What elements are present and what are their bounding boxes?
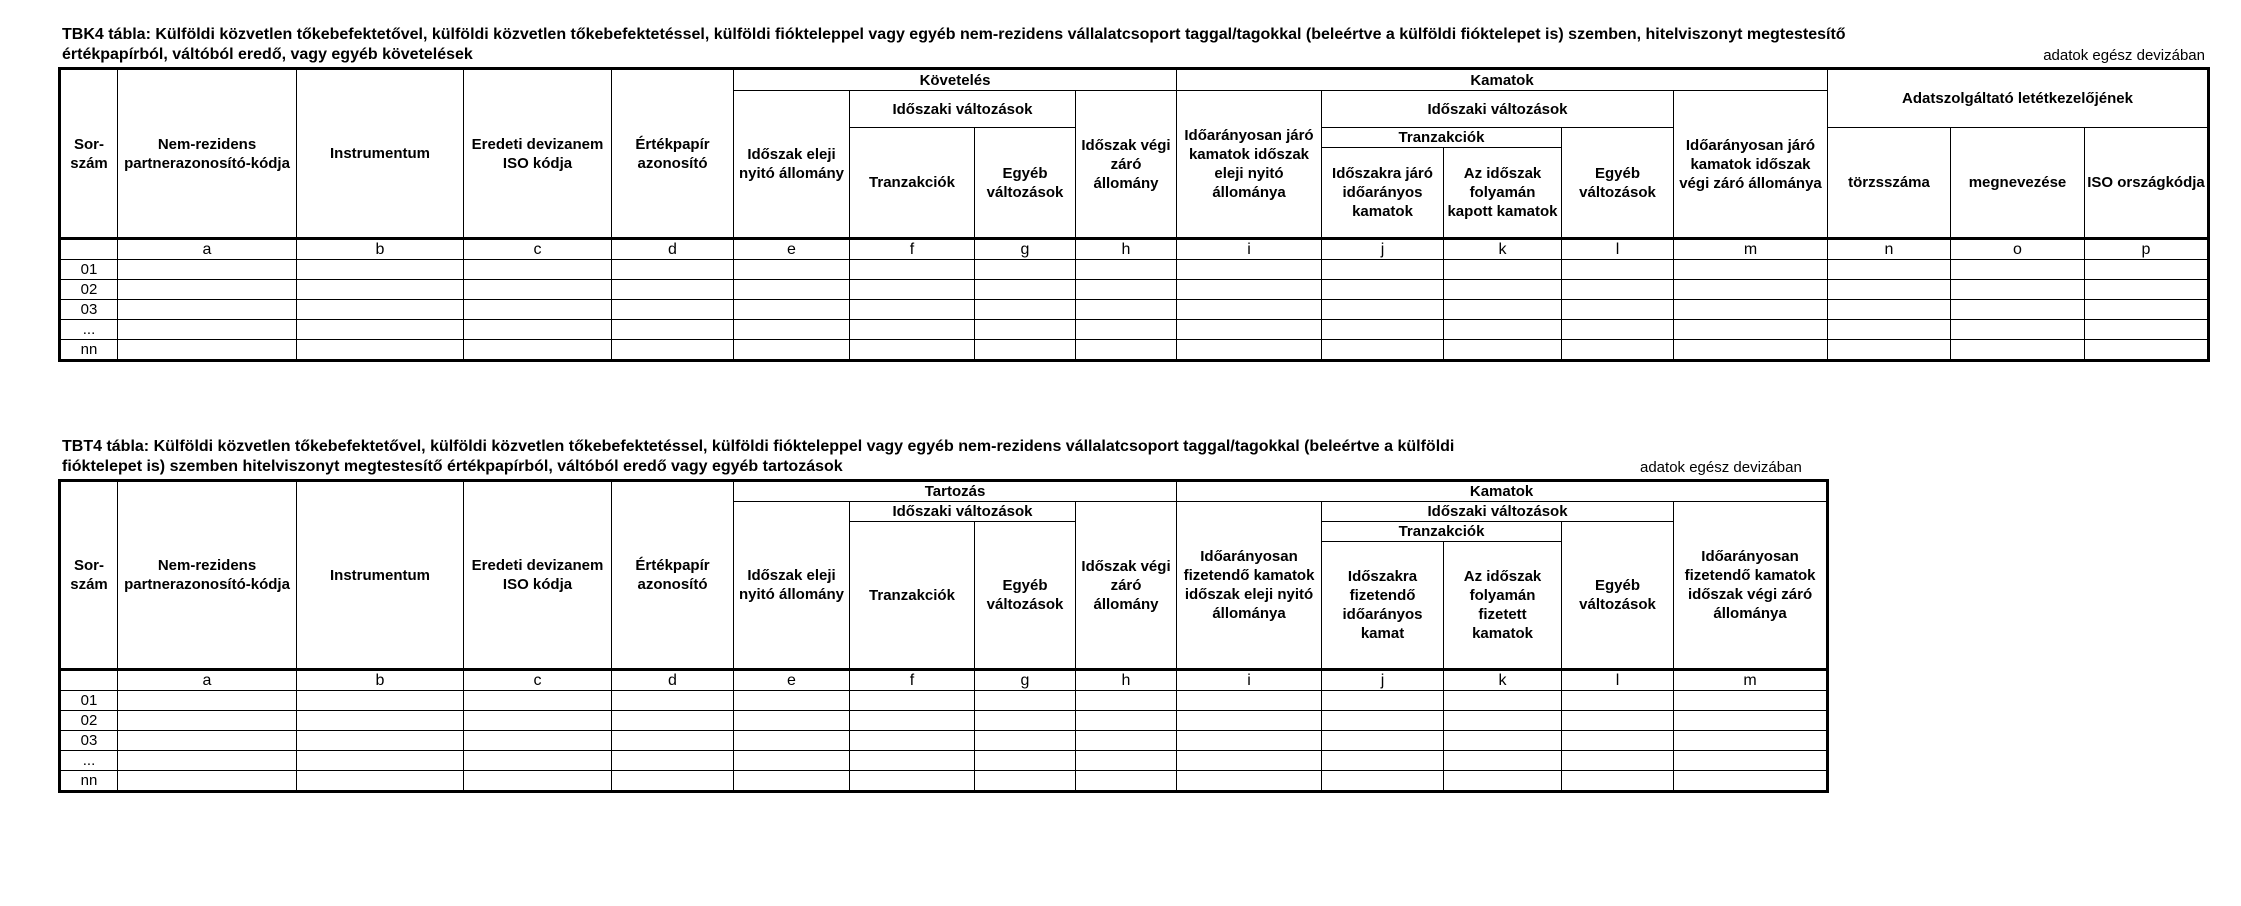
tbt4-header-partner: Nem-rezidens partnerazonosító-kódja — [118, 481, 297, 670]
tbk4-cell[interactable] — [118, 340, 297, 361]
tbt4-letter-empty — [60, 670, 118, 691]
tbk4-col-letter: o — [1951, 239, 2085, 260]
tbk4-header-adatszolgaltato: Adatszolgáltató letétkezelőjének — [1828, 69, 2209, 128]
tbk4-cell[interactable] — [464, 280, 612, 300]
tbt4-header-egyeb: Egyéb változások — [975, 522, 1076, 670]
tbt4-cell[interactable] — [297, 771, 464, 792]
tbk4-cell[interactable] — [1562, 320, 1674, 340]
tbt4-table-row — [60, 771, 1828, 792]
tbk4-col-letter: m — [1674, 239, 1828, 260]
tbt4-cell[interactable] — [1444, 691, 1562, 711]
tbt4-cell[interactable] — [1562, 731, 1674, 751]
tbk4-header-egyeb: Egyéb változások — [975, 128, 1076, 239]
tbt4-table-row — [60, 731, 1828, 751]
tbk4-cell[interactable] — [464, 340, 612, 361]
tbt4-cell[interactable] — [734, 691, 850, 711]
tbk4-col-letter: p — [2085, 239, 2209, 260]
tbk4-col-letter: j — [1322, 239, 1444, 260]
tbk4-cell[interactable] — [734, 300, 850, 320]
tbt4-cell[interactable] — [1674, 731, 1828, 751]
tbk4-cell[interactable] — [975, 260, 1076, 280]
tbk4-header-koveteles: Követelés — [734, 69, 1177, 91]
tbk4-col-letter: e — [734, 239, 850, 260]
tbk4-header-partner: Nem-rezidens partnerazonosító-kódja — [118, 69, 297, 239]
tbk4-col-letter: i — [1177, 239, 1322, 260]
tbt4-cell[interactable] — [1076, 731, 1177, 751]
tbt4-cell[interactable] — [1444, 711, 1562, 731]
tbt4-col-letter: l — [1562, 670, 1674, 691]
tbt4-cell[interactable] — [1177, 711, 1322, 731]
tbk4-cell[interactable] — [1322, 300, 1444, 320]
tbk4-cell[interactable] — [297, 280, 464, 300]
tbt4-cell[interactable] — [1562, 771, 1674, 792]
tbk4-cell[interactable] — [1444, 280, 1562, 300]
tbt4-header-idoszakra-fizetendo: Időszakra fizetendő időarányos kamat — [1322, 542, 1444, 670]
tbt4-cell[interactable] — [297, 731, 464, 751]
tbk4-cell[interactable] — [1951, 280, 2085, 300]
tbk4-col-letter: b — [297, 239, 464, 260]
tbt4-cell[interactable] — [975, 711, 1076, 731]
tbt4-cell[interactable] — [1562, 751, 1674, 771]
tbk4-cell[interactable] — [2085, 340, 2209, 361]
tbt4-row-number: nn — [60, 771, 118, 792]
tbk4-cell[interactable] — [1322, 320, 1444, 340]
tbk4-cell[interactable] — [1828, 340, 1951, 361]
tbk4-cell[interactable] — [1951, 260, 2085, 280]
tbt4-cell[interactable] — [297, 711, 464, 731]
tbk4-cell[interactable] — [1444, 340, 1562, 361]
tbt4-cell[interactable] — [464, 691, 612, 711]
tbt4-cell[interactable] — [1674, 751, 1828, 771]
tbt4-header-tartozas: Tartozás — [734, 481, 1177, 502]
tbk4-row-number: 03 — [60, 300, 118, 320]
tbk4-header-nyito: Időszak eleji nyitó állomány — [734, 91, 850, 239]
tbt4-table-row — [60, 751, 1828, 771]
tbk4-cell[interactable] — [1177, 280, 1322, 300]
tbt4-col-letter: m — [1674, 670, 1828, 691]
tbt4-header-kamat-nyito: Időarányosan fizetendő kamatok időszak eleji nyitó állománya — [1177, 502, 1322, 670]
tbk4-header-idoszaki-valtozasok: Időszaki változások — [850, 91, 1076, 128]
tbk4-cell[interactable] — [1177, 300, 1322, 320]
tbk4-row-number: nn — [60, 340, 118, 361]
tbt4-header-fizetett: Az időszak folyamán fizetett kamatok — [1444, 542, 1562, 670]
tbk4-table — [58, 67, 2210, 362]
tbt4-cell[interactable] — [1322, 711, 1444, 731]
tbk4-cell[interactable] — [1076, 320, 1177, 340]
tbk4-cell[interactable] — [1076, 280, 1177, 300]
tbk4-cell[interactable] — [1076, 260, 1177, 280]
tbk4-cell[interactable] — [1562, 260, 1674, 280]
tbk4-col-letter: a — [118, 239, 297, 260]
tbt4-table — [58, 479, 1829, 793]
tbt4-cell[interactable] — [850, 731, 975, 751]
tbt4-cell[interactable] — [1562, 691, 1674, 711]
tbt4-cell[interactable] — [118, 731, 297, 751]
tbk4-header-kamat-zaro: Időarányosan járó kamatok időszak végi záró állománya — [1674, 91, 1828, 239]
tbt4-cell[interactable] — [612, 771, 734, 792]
tbk4-cell[interactable] — [2085, 300, 2209, 320]
tbt4-col-letter: a — [118, 670, 297, 691]
tbt4-cell[interactable] — [850, 691, 975, 711]
tbk4-header-iso-orszag: ISO országkódja — [2085, 128, 2209, 239]
tbk4-table-row — [60, 280, 2209, 300]
tbt4-cell[interactable] — [734, 711, 850, 731]
tbk4-cell[interactable] — [2085, 260, 2209, 280]
tbk4-header-kamat-tranzakciok: Tranzakciók — [1322, 128, 1562, 148]
tbt4-table-row — [60, 711, 1828, 731]
tbt4-cell[interactable] — [118, 711, 297, 731]
tbk4-cell[interactable] — [118, 280, 297, 300]
tbt4-header-zaro: Időszak végi záró állomány — [1076, 502, 1177, 670]
tbk4-title-line2: értékpapírból, váltóból eredő, vagy egyéb követelések — [62, 46, 473, 63]
tbt4-col-letter: g — [975, 670, 1076, 691]
tbk4-cell[interactable] — [612, 260, 734, 280]
tbt4-header-nyito: Időszak eleji nyitó állomány — [734, 502, 850, 670]
tbk4-cell[interactable] — [2085, 280, 2209, 300]
tbt4-cell[interactable] — [975, 731, 1076, 751]
tbk4-cell[interactable] — [1177, 260, 1322, 280]
tbt4-cell[interactable] — [1674, 771, 1828, 792]
tbk4-col-letter: n — [1828, 239, 1951, 260]
tbk4-cell[interactable] — [1951, 340, 2085, 361]
tbk4-header-kapott: Az időszak folyamán kapott kamatok — [1444, 148, 1562, 239]
tbt4-cell[interactable] — [118, 771, 297, 792]
tbt4-cell[interactable] — [734, 771, 850, 792]
tbt4-row-number: 03 — [60, 731, 118, 751]
tbk4-cell[interactable] — [850, 300, 975, 320]
tbt4-header-kamat-egyeb: Egyéb változások — [1562, 522, 1674, 670]
tbk4-cell[interactable] — [118, 260, 297, 280]
tbk4-cell[interactable] — [1444, 320, 1562, 340]
tbk4-cell[interactable] — [612, 340, 734, 361]
tbt4-cell[interactable] — [464, 731, 612, 751]
tbt4-title-line2: fióktelepet is) szemben hitelviszonyt megtestesítő értékpapírból, váltóból eredő vagy egyéb tartozások — [62, 458, 843, 475]
tbk4-cell[interactable] — [612, 300, 734, 320]
tbk4-cell[interactable] — [850, 340, 975, 361]
tbk4-cell[interactable] — [1322, 280, 1444, 300]
tbt4-col-letter: j — [1322, 670, 1444, 691]
tbk4-cell[interactable] — [464, 320, 612, 340]
tbt4-cell[interactable] — [1076, 691, 1177, 711]
tbk4-cell[interactable] — [1562, 280, 1674, 300]
tbk4-col-letter: g — [975, 239, 1076, 260]
tbk4-cell[interactable] — [612, 280, 734, 300]
tbt4-cell[interactable] — [1076, 751, 1177, 771]
tbk4-cell[interactable] — [297, 340, 464, 361]
tbk4-row-number: ... — [60, 320, 118, 340]
tbt4-cell[interactable] — [975, 771, 1076, 792]
tbk4-header-megnevezes: megnevezése — [1951, 128, 2085, 239]
tbt4-row-number: 02 — [60, 711, 118, 731]
tbt4-header-sorszam: Sor-szám — [60, 481, 118, 670]
tbt4-col-letter: d — [612, 670, 734, 691]
tbk4-col-letter: k — [1444, 239, 1562, 260]
tbk4-cell[interactable] — [1674, 260, 1828, 280]
tbk4-table-row — [60, 320, 2209, 340]
tbt4-cell[interactable] — [1076, 771, 1177, 792]
tbt4-cell[interactable] — [612, 691, 734, 711]
tbt4-cell[interactable] — [612, 731, 734, 751]
tbk4-row-number: 01 — [60, 260, 118, 280]
tbk4-col-letter: l — [1562, 239, 1674, 260]
tbk4-cell[interactable] — [1951, 300, 2085, 320]
tbt4-header-kamat-zaro: Időarányosan fizetendő kamatok időszak végi záró állománya — [1674, 502, 1828, 670]
tbk4-cell[interactable] — [118, 300, 297, 320]
tbt4-cell[interactable] — [1177, 771, 1322, 792]
tbk4-col-letter: f — [850, 239, 975, 260]
tbk4-header-idoszakra-jaro: Időszakra járó időarányos kamatok — [1322, 148, 1444, 239]
tbk4-header-tranzakciok: Tranzakciók — [850, 128, 975, 239]
tbt4-cell[interactable] — [1444, 751, 1562, 771]
tbk4-cell[interactable] — [1444, 300, 1562, 320]
tbk4-cell[interactable] — [975, 300, 1076, 320]
tbt4-cell[interactable] — [297, 751, 464, 771]
tbk4-header-kamatok: Kamatok — [1177, 69, 1828, 91]
tbk4-cell[interactable] — [1828, 280, 1951, 300]
tbk4-table-row — [60, 260, 2209, 280]
tbk4-cell[interactable] — [464, 260, 612, 280]
tbt4-cell[interactable] — [1322, 771, 1444, 792]
tbt4-cell[interactable] — [464, 751, 612, 771]
tbk4-row-number: 02 — [60, 280, 118, 300]
tbk4-cell[interactable] — [734, 320, 850, 340]
tbt4-col-letter: i — [1177, 670, 1322, 691]
tbk4-letter-empty — [60, 239, 118, 260]
tbt4-cell[interactable] — [1674, 691, 1828, 711]
tbk4-cell[interactable] — [734, 340, 850, 361]
tbt4-cell[interactable] — [1177, 731, 1322, 751]
tbt4-cell[interactable] — [734, 751, 850, 771]
tbk4-cell[interactable] — [1076, 340, 1177, 361]
tbt4-cell[interactable] — [118, 751, 297, 771]
tbt4-col-letter: b — [297, 670, 464, 691]
tbt4-col-letter: c — [464, 670, 612, 691]
tbk4-cell[interactable] — [1828, 260, 1951, 280]
tbk4-cell[interactable] — [1828, 300, 1951, 320]
tbk4-cell[interactable] — [1444, 260, 1562, 280]
tbt4-header-instrumentum: Instrumentum — [297, 481, 464, 670]
tbk4-cell[interactable] — [1674, 300, 1828, 320]
tbk4-cell[interactable] — [2085, 320, 2209, 340]
tbk4-cell[interactable] — [734, 280, 850, 300]
tbt4-header-ertekpapir: Értékpapír azonosító — [612, 481, 734, 670]
tbt4-cell[interactable] — [1322, 731, 1444, 751]
tbk4-table-row — [60, 300, 2209, 320]
tbt4-header-deviza: Eredeti devizanem ISO kódja — [464, 481, 612, 670]
tbt4-cell[interactable] — [1177, 751, 1322, 771]
tbt4-cell[interactable] — [975, 751, 1076, 771]
tbk4-unit-note: adatok egész devizában — [2043, 47, 2205, 64]
tbt4-table-row — [60, 691, 1828, 711]
tbk4-header-zaro: Időszak végi záró állomány — [1076, 91, 1177, 239]
tbk4-cell[interactable] — [1674, 320, 1828, 340]
tbt4-cell[interactable] — [850, 711, 975, 731]
tbk4-cell[interactable] — [1828, 320, 1951, 340]
tbt4-cell[interactable] — [1444, 771, 1562, 792]
tbk4-cell[interactable] — [1076, 300, 1177, 320]
tbt4-cell[interactable] — [1076, 711, 1177, 731]
tbk4-header-kamat-idoszaki: Időszaki változások — [1322, 91, 1674, 128]
tbk4-header-kamat-nyito: Időarányosan járó kamatok időszak eleji nyitó állománya — [1177, 91, 1322, 239]
tbk4-cell[interactable] — [1322, 340, 1444, 361]
tbt4-cell[interactable] — [464, 771, 612, 792]
tbk4-table-row — [60, 340, 2209, 361]
tbk4-cell[interactable] — [1674, 280, 1828, 300]
tbt4-header-tranzakciok: Tranzakciók — [850, 522, 975, 670]
tbt4-unit-note: adatok egész devizában — [1640, 459, 1802, 476]
tbk4-header-torzsszam: törzsszáma — [1828, 128, 1951, 239]
tbk4-col-letter: c — [464, 239, 612, 260]
tbk4-header-ertekpapir: Értékpapír azonosító — [612, 69, 734, 239]
tbt4-cell[interactable] — [612, 711, 734, 731]
tbk4-cell[interactable] — [734, 260, 850, 280]
tbt4-cell[interactable] — [118, 691, 297, 711]
tbt4-header-kamat-tranzakciok: Tranzakciók — [1322, 522, 1562, 542]
tbt4-cell[interactable] — [1674, 711, 1828, 731]
tbt4-row-number: 01 — [60, 691, 118, 711]
tbk4-header-sorszam: Sor-szám — [60, 69, 118, 239]
tbt4-cell[interactable] — [975, 691, 1076, 711]
tbk4-cell[interactable] — [975, 340, 1076, 361]
tbk4-cell[interactable] — [1562, 340, 1674, 361]
tbt4-cell[interactable] — [464, 711, 612, 731]
tbk4-cell[interactable] — [1674, 340, 1828, 361]
tbt4-col-letter: k — [1444, 670, 1562, 691]
tbk4-cell[interactable] — [1322, 260, 1444, 280]
tbk4-title-line1: TBK4 tábla: Külföldi közvetlen tőkebefektetővel, külföldi közvetlen tőkebefektetéssel, külföldi fiókteleppel vagy egyéb nem-rezidens vállalatcsoport taggal/tagokkal (beleértve a külföldi fióktelepet is) szemben, hitelviszonyt megtestesítő — [62, 26, 1846, 43]
tbt4-col-letter: f — [850, 670, 975, 691]
tbt4-row-number: ... — [60, 751, 118, 771]
tbt4-col-letter: h — [1076, 670, 1177, 691]
tbk4-cell[interactable] — [297, 260, 464, 280]
tbk4-cell[interactable] — [297, 300, 464, 320]
tbk4-cell[interactable] — [850, 280, 975, 300]
tbt4-header-kamatok: Kamatok — [1177, 481, 1828, 502]
tbt4-cell[interactable] — [850, 771, 975, 792]
tbk4-header-kamat-egyeb: Egyéb változások — [1562, 128, 1674, 239]
tbk4-header-instrumentum: Instrumentum — [297, 69, 464, 239]
tbt4-cell[interactable] — [1444, 731, 1562, 751]
tbk4-cell[interactable] — [975, 320, 1076, 340]
tbk4-cell[interactable] — [1177, 340, 1322, 361]
tbt4-cell[interactable] — [1177, 691, 1322, 711]
tbt4-title-line1: TBT4 tábla: Külföldi közvetlen tőkebefektetővel, külföldi közvetlen tőkebefektetéssel, külföldi fiókteleppel vagy egyéb nem-rezidens vállalatcsoport taggal/tagokkal (beleértve a külföldi — [62, 438, 1455, 455]
tbt4-col-letter: e — [734, 670, 850, 691]
tbt4-cell[interactable] — [1322, 751, 1444, 771]
tbk4-col-letter: h — [1076, 239, 1177, 260]
tbt4-cell[interactable] — [1562, 711, 1674, 731]
tbk4-cell[interactable] — [612, 320, 734, 340]
tbt4-cell[interactable] — [297, 691, 464, 711]
tbt4-cell[interactable] — [734, 731, 850, 751]
tbk4-cell[interactable] — [850, 260, 975, 280]
tbk4-cell[interactable] — [1951, 320, 2085, 340]
tbk4-cell[interactable] — [118, 320, 297, 340]
tbk4-cell[interactable] — [1562, 300, 1674, 320]
tbt4-header-idoszaki-valtozasok: Időszaki változások — [850, 502, 1076, 522]
tbt4-cell[interactable] — [850, 751, 975, 771]
tbk4-cell[interactable] — [297, 320, 464, 340]
tbk4-cell[interactable] — [464, 300, 612, 320]
tbk4-cell[interactable] — [850, 320, 975, 340]
tbt4-header-kamat-idoszaki: Időszaki változások — [1322, 502, 1674, 522]
tbk4-cell[interactable] — [1177, 320, 1322, 340]
tbk4-cell[interactable] — [975, 280, 1076, 300]
tbt4-cell[interactable] — [612, 751, 734, 771]
tbk4-col-letter: d — [612, 239, 734, 260]
tbt4-cell[interactable] — [1322, 691, 1444, 711]
tbk4-header-deviza: Eredeti devizanem ISO kódja — [464, 69, 612, 239]
